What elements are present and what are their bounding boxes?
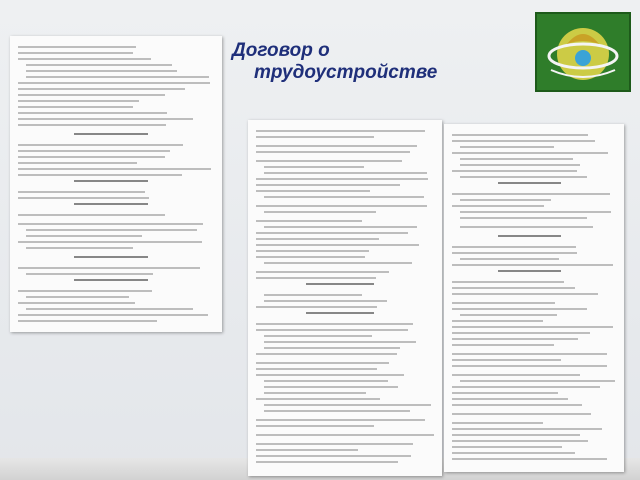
document-text-line — [452, 264, 613, 266]
document-text-line — [452, 320, 543, 322]
document-text-line — [26, 273, 153, 275]
document-text-line — [452, 422, 543, 424]
document-text-line — [256, 184, 400, 186]
document-text-line — [452, 293, 598, 295]
slide-title — [232, 40, 492, 84]
document-text-line — [18, 82, 210, 84]
document-text-line — [452, 252, 577, 254]
document-text-line — [452, 205, 544, 207]
document-text-line — [264, 335, 372, 337]
document-text-line — [26, 76, 209, 78]
document-text-line — [18, 88, 185, 90]
document-text-line — [460, 226, 593, 228]
document-text-line — [452, 434, 580, 436]
document-text-line — [18, 150, 170, 152]
document-text-line — [18, 320, 157, 322]
document-text-line — [18, 106, 133, 108]
document-text-line — [264, 386, 398, 388]
document-text-line — [264, 196, 424, 198]
document-text-line — [256, 160, 402, 162]
document-text-line — [256, 130, 425, 132]
document-text-line — [452, 287, 575, 289]
document-text-line — [256, 461, 398, 463]
document-text-line — [452, 398, 568, 400]
document-text-line — [74, 180, 148, 182]
document-text-line — [264, 172, 427, 174]
document-text-line — [452, 458, 607, 460]
document-text-line — [18, 112, 167, 114]
document-text-line — [256, 362, 389, 364]
document-text-line — [264, 294, 362, 296]
document-text-line — [452, 392, 558, 394]
document-text-line — [26, 247, 133, 249]
document-text-line — [460, 164, 580, 166]
document-text-line — [256, 178, 428, 180]
document-text-line — [460, 146, 554, 148]
contract-page-2 — [248, 120, 442, 476]
document-text-line — [264, 211, 376, 213]
document-text-line — [452, 302, 555, 304]
document-text-line — [256, 455, 411, 457]
document-text-line — [256, 190, 370, 192]
document-text-line — [74, 279, 148, 281]
document-text-line — [18, 168, 211, 170]
document-text-line — [264, 404, 431, 406]
document-text-line — [306, 283, 374, 285]
document-text-line — [452, 428, 602, 430]
document-text-line — [256, 256, 365, 258]
document-text-line — [256, 353, 397, 355]
document-text-line — [256, 374, 404, 376]
document-text-line — [452, 193, 610, 195]
document-text-line — [452, 404, 582, 406]
document-text-line — [18, 156, 165, 158]
document-text-line — [264, 392, 366, 394]
document-text-line — [18, 94, 165, 96]
document-text-line — [74, 256, 148, 258]
document-text-line — [452, 344, 554, 346]
document-text-line — [452, 386, 600, 388]
document-text-line — [256, 323, 413, 325]
document-text-line — [460, 211, 611, 213]
document-text-line — [18, 302, 135, 304]
document-text-line — [460, 380, 615, 382]
document-text-line — [18, 46, 136, 48]
document-text-line — [26, 70, 177, 72]
document-text-line — [452, 413, 591, 415]
emblem-graphic — [537, 14, 629, 90]
document-text-line — [256, 398, 380, 400]
document-text-line — [452, 374, 580, 376]
document-text-line — [18, 267, 200, 269]
slide-title-line-1: Договор о — [232, 40, 330, 61]
document-text-line — [256, 151, 410, 153]
document-text-line — [264, 226, 417, 228]
document-text-line — [26, 308, 193, 310]
document-text-line — [18, 314, 208, 316]
document-text-line — [26, 235, 142, 237]
document-text-line — [26, 229, 197, 231]
document-text-line — [256, 443, 413, 445]
document-text-line — [452, 440, 588, 442]
document-text-line — [256, 145, 417, 147]
document-text-line — [18, 52, 133, 54]
document-text-line — [452, 140, 595, 142]
document-text-line — [18, 223, 203, 225]
document-text-line — [256, 277, 376, 279]
document-text-line — [74, 203, 148, 205]
document-text-line — [306, 312, 374, 314]
document-text-line — [452, 359, 561, 361]
document-text-line — [256, 238, 379, 240]
document-text-line — [256, 419, 425, 421]
contract-page-1 — [10, 36, 222, 332]
slide-title-line-2: трудоустройстве — [254, 62, 438, 83]
document-text-line — [256, 244, 419, 246]
document-text-line — [18, 241, 202, 243]
contract-page-3 — [444, 124, 624, 472]
document-text-line — [452, 446, 562, 448]
document-text-line — [26, 296, 129, 298]
document-text-line — [452, 308, 587, 310]
document-text-line — [18, 58, 151, 60]
document-text-line — [452, 170, 577, 172]
document-text-line — [460, 158, 573, 160]
document-text-line — [18, 144, 183, 146]
document-text-line — [452, 134, 588, 136]
document-text-line — [452, 326, 613, 328]
document-text-line — [264, 341, 416, 343]
document-text-line — [452, 152, 608, 154]
document-text-line — [460, 217, 587, 219]
document-text-line — [256, 232, 408, 234]
document-text-line — [264, 347, 400, 349]
document-text-line — [264, 380, 388, 382]
document-text-line — [256, 368, 377, 370]
document-text-line — [74, 133, 148, 135]
document-text-line — [256, 434, 434, 436]
document-text-line — [256, 205, 427, 207]
emblem-icon — [535, 12, 631, 92]
document-text-line — [452, 332, 590, 334]
document-text-line — [452, 281, 564, 283]
document-text-line — [498, 235, 561, 237]
document-text-line — [498, 270, 561, 272]
document-text-line — [18, 118, 193, 120]
document-text-line — [26, 64, 172, 66]
document-text-line — [256, 449, 358, 451]
document-text-line — [256, 220, 362, 222]
document-text-line — [264, 410, 410, 412]
document-text-line — [460, 176, 587, 178]
document-text-line — [256, 136, 374, 138]
document-text-line — [460, 314, 557, 316]
document-text-line — [264, 262, 412, 264]
document-text-line — [18, 197, 149, 199]
document-text-line — [256, 306, 377, 308]
document-text-line — [256, 250, 369, 252]
document-text-line — [18, 174, 182, 176]
document-text-line — [452, 452, 575, 454]
document-text-line — [18, 191, 145, 193]
document-text-line — [18, 162, 137, 164]
document-text-line — [452, 246, 576, 248]
document-text-line — [264, 166, 364, 168]
document-text-line — [256, 425, 374, 427]
document-text-line — [18, 290, 152, 292]
document-text-line — [18, 124, 166, 126]
document-text-line — [460, 258, 559, 260]
document-text-line — [452, 338, 578, 340]
document-text-line — [498, 182, 561, 184]
document-text-line — [256, 271, 389, 273]
document-text-line — [18, 100, 139, 102]
document-text-line — [18, 214, 165, 216]
document-text-line — [460, 199, 551, 201]
document-text-line — [264, 300, 387, 302]
document-text-line — [256, 329, 408, 331]
document-text-line — [452, 365, 607, 367]
document-text-line — [452, 353, 607, 355]
